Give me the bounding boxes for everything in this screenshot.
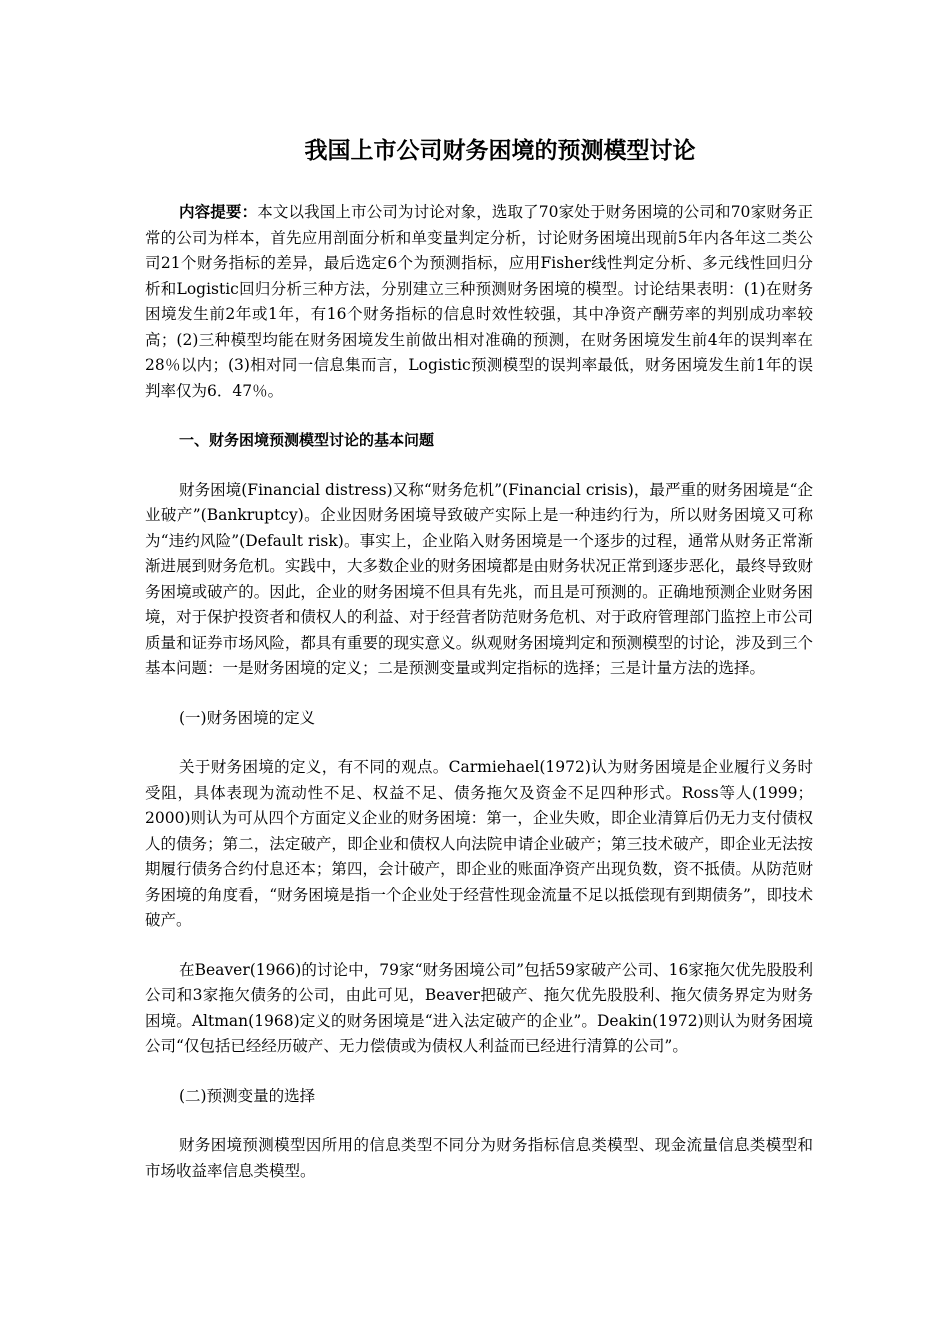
abstract-label: 内容提要：	[179, 203, 258, 221]
document-body	[145, 200, 813, 1208]
subsection2-paragraph-1: 财务困境预测模型因所用的信息类型不同分为财务指标信息类模型、现金流量信息类模型和市场收益率信息类模型。	[145, 1136, 813, 1180]
section1-paragraph: 财务困境(Financial distress)又称“财务危机”(Financial crisis)，最严重的财务困境是“企业破产”(Bankruptcy)。企业因财务困境导致破产实际上是一种违约行为，所以财务困境又可称为“违约风险”(Default risk)。事实上，企业陷入财务困境是一个逐步的过程，通常从财务正常渐渐进展到财务危机。实践中，大多数企业的财务困境都是由财务状况正常到逐步恶化，最终导致财务困境或破产的。因此，企业的财务困境不但具有先兆，而且是可预测的。正确地预测企业财务困境，对于保护投资者和债权人的利益、对于经营者防范财务危机、对于政府管理部门监控上市公司质量和证券市场风险，都具有重要的现实意义。纵观财务困境判定和预测模型的讨论，涉及到三个基本问题：一是财务困境的定义；二是预测变量或判定指标的选择；三是计量方法的选择。	[145, 480, 813, 677]
abstract-paragraph	[145, 200, 813, 404]
section-heading-1: 一、财务困境预测模型讨论的基本问题	[179, 431, 435, 449]
abstract-text: 本文以我国上市公司为讨论对象，选取了70家处于财务困境的公司和70家财务正常的公司为样本，首先应用剖面分析和单变量判定分析，讨论财务困境出现前5年内各年这二类公司21个财务指标的差异，最后选定6个为预测指标，应用Fisher线性判定分析、多元线性回归分析和Logistic回归分析三种方法，分别建立三种预测财务困境的模型。讨论结果表明：(1)在财务困境发生前2年或1年，有16个财务指标的信息时效性较强，其中净资产酬劳率的判别成功率较高；(2)三种模型均能在财务困境发生前做出相对准确的预测，在财务困境发生前4年的误判率在28％以内；(3)相对同一信息集而言，Logistic预测模型的误判率最低，财务困境发生前1年的误判率仅为6．47％。	[145, 203, 813, 400]
subsection-heading-2: (二)预测变量的选择	[179, 1086, 316, 1105]
subsection1-paragraph-2: 在Beaver(1966)的讨论中，79家“财务困境公司”包括59家破产公司、16家拖欠优先股股利公司和3家拖欠债务的公司，由此可见，Beaver把破产、拖欠优先股股利、拖欠债务界定为财务困境。Altman(1968)定义的财务困境是“进入法定破产的企业”。Deakin(1972)则认为财务困境公司“仅包括已经经历破产、无力偿债或为债权人利益而已经进行清算的公司”。	[145, 960, 813, 1055]
subsection-heading-1: (一)财务困境的定义	[179, 708, 316, 727]
subsection1-paragraph-1: 关于财务困境的定义，有不同的观点。Carmiehael(1972)认为财务困境是企业履行义务时受阻，具体表现为流动性不足、权益不足、债务拖欠及资金不足四种形式。Ross等人(1999；2000)则认为可从四个方面定义企业的财务困境：第一，企业失败，即企业清算后仍无力支付债权人的债务；第二，法定破产，即企业和债权人向法院申请企业破产；第三技术破产，即企业无法按期履行债务合约付息还本；第四，会计破产，即企业的账面净资产出现负数，资不抵债。从防范财务困境的角度看，“财务困境是指一个企业处于经营性现金流量不足以抵偿现有到期债务”，即技术破产。	[145, 758, 813, 929]
page-title: 我国上市公司财务困境的预测模型讨论	[304, 138, 696, 164]
